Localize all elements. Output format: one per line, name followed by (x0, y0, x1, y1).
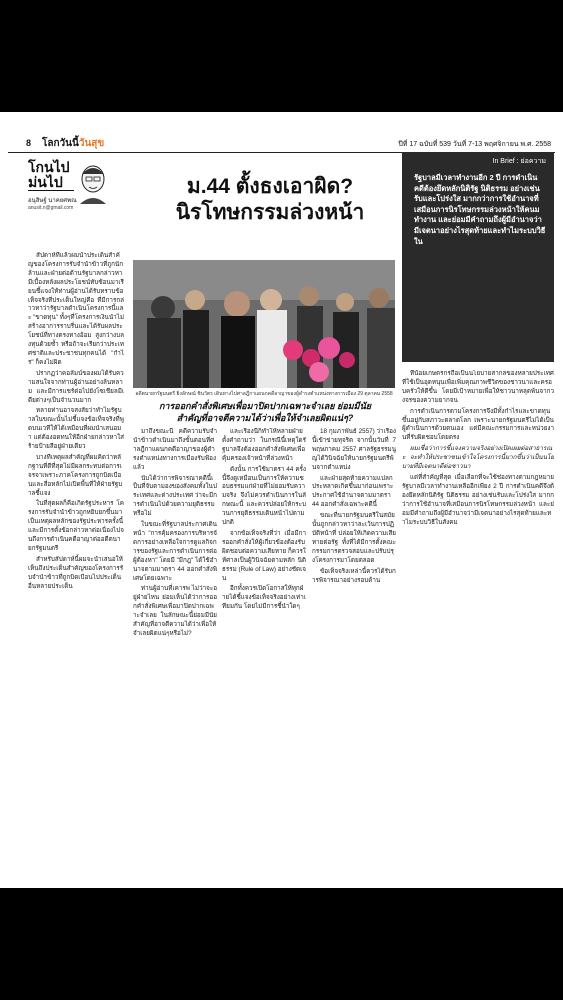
in-brief-text: รัฐบาลมีเวลาทำงานอีก 2 ปี การดำเนินคดีต้องยึดหลักนิติรัฐ นิติธรรม อย่างเช่นรับและโปร่งใส มากกว่าการใช้อำนาจที่เสมือนการนิรโทษกรรมล่วงหน้าให้คนมทำงาน และย่อมมีคำถามถึงผู้มีอำนาจว่ามีเจตนาอย่างไรสุดท้ายและทำไมระบบวิธีใน (414, 173, 546, 246)
paragraph: ข้อเท็จจริงเหล่านี้ควรได้รับการพิจารณาอย่างรอบด้าน (312, 567, 396, 584)
brand-right: วันสุข (78, 138, 105, 149)
paragraph: มาถึงขณะนี้ คดีความรับจำนำข้าวดำเนินมาถึงขั้นตอนที่ศาลฎีกาแผนกคดีอาญาของผู้ดำรงตำแหน่งทางการเมืองรับฟ้องแล้ว (133, 428, 217, 471)
paragraph: หลายท่านอาจสงสัยว่าทำไมรัฐบาลในขณะนั้นไม่ชี้แจงข้อเท็จจริงที่พูดบนเวทีให้ได้เหมือนที่ผมนำเสนอมา แต่ต้องอดทนให้อีกฝ่ายกล่าวหาใส่ร้ายป้ายสีอยู่ฝ่ายเดียว (28, 407, 124, 451)
paragraph: นับได้ว่าการพิจารณาคดีนี้เป็นที่จับตามองของสังคมทั้งในประเทศและต่างประเทศ ว่าจะมีการดำเนินไปด้วยความยุติธรรมหรือไม่ (133, 474, 217, 518)
headline (150, 174, 390, 226)
paragraph: และฝ่ายสุดท้ายความแปลกประหลาดเกิดขึ้นมาก่อนเพราะประกาศใช้อำนาจตามมาตรา 44 ออกคำสั่งเฉพาะคดีนี้ (312, 474, 394, 509)
headline-line1: ม.44 ตั้งธงเอาผิด? (186, 175, 354, 198)
in-brief-label: In Brief : ย่อความ (492, 158, 546, 165)
news-photo (133, 260, 395, 388)
paragraph: ท่านผู้อ่านที่เคารพ ไม่ว่าจะอยู่ฝ่ายไหน ย่อมเห็นได้ว่าการออกคำสั่งพิเศษเพื่อมาปิดปากเฉพาะจำเลย ในลักษณะนี้ย่อมมีนัยสำคัญที่อาจตีความได้ว่าเพื่อให้จำเลยผิดแน่ๆหรือไม่? (133, 585, 217, 637)
paragraph: การดำเนินการตามโครงการจึงมีทั้งกำไรและขาดทุน ขึ้นอยู่กับสภาวะตลาดโลก เพราะนายกรัฐมนตรีไม่ได้เป็นผู้ดำเนินการด้วยตนเอง แต่มีคณะกรรมการและหน่วยงานที่รับผิดชอบโดยตรง (402, 407, 554, 442)
paragraph: ผมเชื่อว่าการชี้แจงความจริงอย่างเปิดเผยต่อสาธารณะ จะทำให้ประชาชนเข้าใจโครงการนี้มากขึ้นว่าเป็นนโยบายที่มีเจตนาดีต่อชาวนา (402, 445, 554, 471)
author-email: anusit.n@gmail.com (28, 205, 74, 211)
paragraph: ในขณะที่รัฐบาลประกาศเดินหน้า "การคุ้มครองการบริหารจัดการอย่างเหลือใจการดูแลกิจการของรัฐและการดำเนินการต่อผู้ต้องหา" โดยมี "มีกฎ" ได้ใช้อำนาจตามมาตรา 44 ออกคำสั่งพิเศษโดยเฉพาะ (133, 521, 217, 582)
paragraph: อีกทั้งควรเปิดโอกาสให้ทุกฝ่ายได้ชี้แจงข้อเท็จจริงอย่างเท่าเทียมกัน โดยไม่มีการชี้นำใดๆ (222, 585, 306, 611)
paragraph: แต่ที่สำคัญที่สุด เมื่อเลือกที่จะใช้ช่องทางตามกฎหมาย รัฐบาลมีเวลาทำงานเหลืออีกเพียง 2 ปี การดำเนินคดีจึงต้องยึดหลักนิติรัฐ นิติธรรม อย่างเช่นรับและโปร่งใส มากกว่าการใช้อำนาจที่เสมือนการนิรโทษกรรมล่วงหน้า และย่อมมีคำถามถึงผู้มีอำนาจว่ามีเจตนาอย่างไรสุดท้ายและทำไมระบบวิธีในสังคม (402, 473, 554, 526)
text-column-2 (133, 428, 217, 858)
paragraph: ดังนั้น การใช้มาตรา 44 ครั้งนี้จึงดูเหมือนเป็นการให้ความชอบธรรมแก่ฝ่ายที่ไม่ยอมรับความจริง จึงไม่ควรดำเนินการในลักษณะนี้ และควรปล่อยให้กระบวนการยุติธรรมเดินหน้าไปตามปกติ (222, 465, 306, 527)
text-column-5 (402, 370, 554, 858)
paragraph: จากข้อเท็จจริงที่ว่า เมื่อมีการออกคำสั่งให้ผู้เกี่ยวข้องต้องรับผิดชอบต่อความเสียหาย ก็ควรให้ศาลเป็นผู้วินิจฉัยตามหลัก นิติธรรม (Rule of Law) อย่างชัดเจน (222, 529, 306, 582)
publication-brand (42, 136, 104, 151)
paragraph: ที่น้อยเกษตรกรถือเป็นนโยบายสากลของหลายประเทศที่ใช้เป็นอุดหนุนเพื่อเพิ่มคุณภาพชีวิตของชาวนาและครอบครัวให้ดีขึ้น โดยมีเป้าหมายเพื่อให้ชาวนาหลุดพ้นจากวงจรของความยากจน (402, 370, 554, 404)
column-badge (28, 160, 112, 240)
photo-caption: อดีตนายกรัฐมนตรี ยิ่งลักษณ์ ชินวัตร เดินทางไปศาลฎีกาแผนกคดีอาญาของผู้ดำรงตำแหน่งทางการเมือง 29 ตุลาคม 2558 (135, 391, 393, 397)
page-header (8, 138, 555, 153)
paragraph: ขณะที่นายกรัฐมนตรีในสมัยนั้นถูกกล่าวหาว่าละเว้นการปฏิบัติหน้าที่ ปล่อยให้เกิดความเสียหายต่อรัฐ ทั้งที่ได้มีการตั้งคณะกรรมการตรวจสอบและปรับปรุงโครงการมาโดยตลอด (312, 512, 396, 564)
paragraph: และเรื่องนี้ก็ทำให้หลายฝ่ายตั้งคำถามว่า ในกรณีนี้เหตุใดรัฐบาลจึงต้องออกคำสั่งพิเศษเพื่อคุ้มครองเจ้าหน้าที่ล่วงหน้า (222, 428, 306, 462)
in-brief-box (402, 152, 554, 362)
issue-info: ปีที่ 17 ฉบับที่ 539 วันที่ 7-13 พฤศจิกายน พ.ศ. 2558 (398, 141, 551, 148)
brand-left: โลกวันนี้ (42, 138, 79, 149)
paragraph: สำหรับสัปดาห์นี้ผมจะนำเสนอให้เห็นถึงประเด็นสำคัญของโครงการรับจำนำข้าวที่ถูกบิดเบือนไปประเด็นอื่นหลายประเด็น (28, 555, 124, 590)
headline-line2: นิรโทษกรรมล่วงหน้า (175, 201, 365, 224)
text-column-3 (222, 428, 306, 858)
paragraph: บางทีเหตุผลสำคัญที่ผมคิดว่าหลักฐานที่ดีที่สุดไม่มีผลกระทบต่อการเจรจาเพราะภาคโครงการถูกบิดเบือนและสื่อหลักไม่เปิดพื้นที่ให้ฝ่ายรัฐบาลชี้แจง (28, 453, 123, 497)
article-subhead: การออกคำสั่งพิเศษเพื่อมาปิดปากเฉพาะจำเลย ย่อมมีนัยสำคัญที่อาจตีความได้ว่าเพื่อให้จำเลยผิดแน่ๆ? (158, 401, 372, 423)
author-caricature (76, 162, 110, 204)
author-name: อนุสิษฐ์ นาคยศพณ (28, 198, 77, 204)
paragraph: ในที่สุดผลก็คือเกิดรัฐประหาร โครงการรับจำนำข้าวถูกหยิบยกขึ้นมาเป็นเหตุผลหลักของรัฐประหารครั้งนี้ และมีการตั้งข้อกล่าวหาต่อเนื่องไปจนถึงการดำเนินคดีอาญาต่ออดีตนายกรัฐมนตรี (28, 500, 124, 552)
column-title-line1: โกนไป (28, 159, 70, 175)
text-column-4 (312, 428, 396, 858)
paragraph: สัปดาห์ที่แล้วผมนำประเด็นสำคัญของโครงการรับจำนำข้าวที่ถูกนักล้านและฝ่ายต่อต้านรัฐบาลกล่าวหามีเบื้องหลังผลประโยชน์ทับซ้อนมาเรียนชี้แจงให้ท่านผู้อ่านได้รับทราบข้อเท็จจริงที่ประเด็นใหญ่คือ ที่มีการกล่าวหาว่ารัฐบาลดำเนินโครงการนี้และ "ขาดทุน" ทั้งๆที่โครงการเงินนำไม่สร้างอาการราบรื่นและได้รับผลประโยชน์ที่ทางตรงทางอ้อม สูงกว่างบลงทุนด้วยซ้ำ หรือถ้าจะเรียกว่าประเทศชาติและประชาชนทุกคนได้ "กำไร" ก็คงไม่ผิด (28, 252, 124, 366)
paragraph: 18 กุมภาพันธ์ 2557) ว่าเรื่องนี้เข้าข่ายทุจริต จากนั้นวันที่ 7 พฤษภาคม 2557 ศาลรัฐธรรมนูญได้วินิจฉัยให้นายกรัฐมนตรีพ้นจากตำแหน่ง (312, 428, 396, 471)
text-column-1 (28, 252, 124, 857)
page-number: 8 (26, 138, 32, 148)
paragraph: ปรากฏว่าคอลัมน์ของผมได้รับความสนใจจากท่านผู้อ่านอย่างล้นหลาม และมีการแชร์ต่อไปยังโซเชียลมีเดียต่างๆเป็นจำนวนมาก (28, 369, 124, 404)
newspaper-page (0, 112, 563, 888)
column-title-line2: ม่นไป (28, 175, 74, 191)
